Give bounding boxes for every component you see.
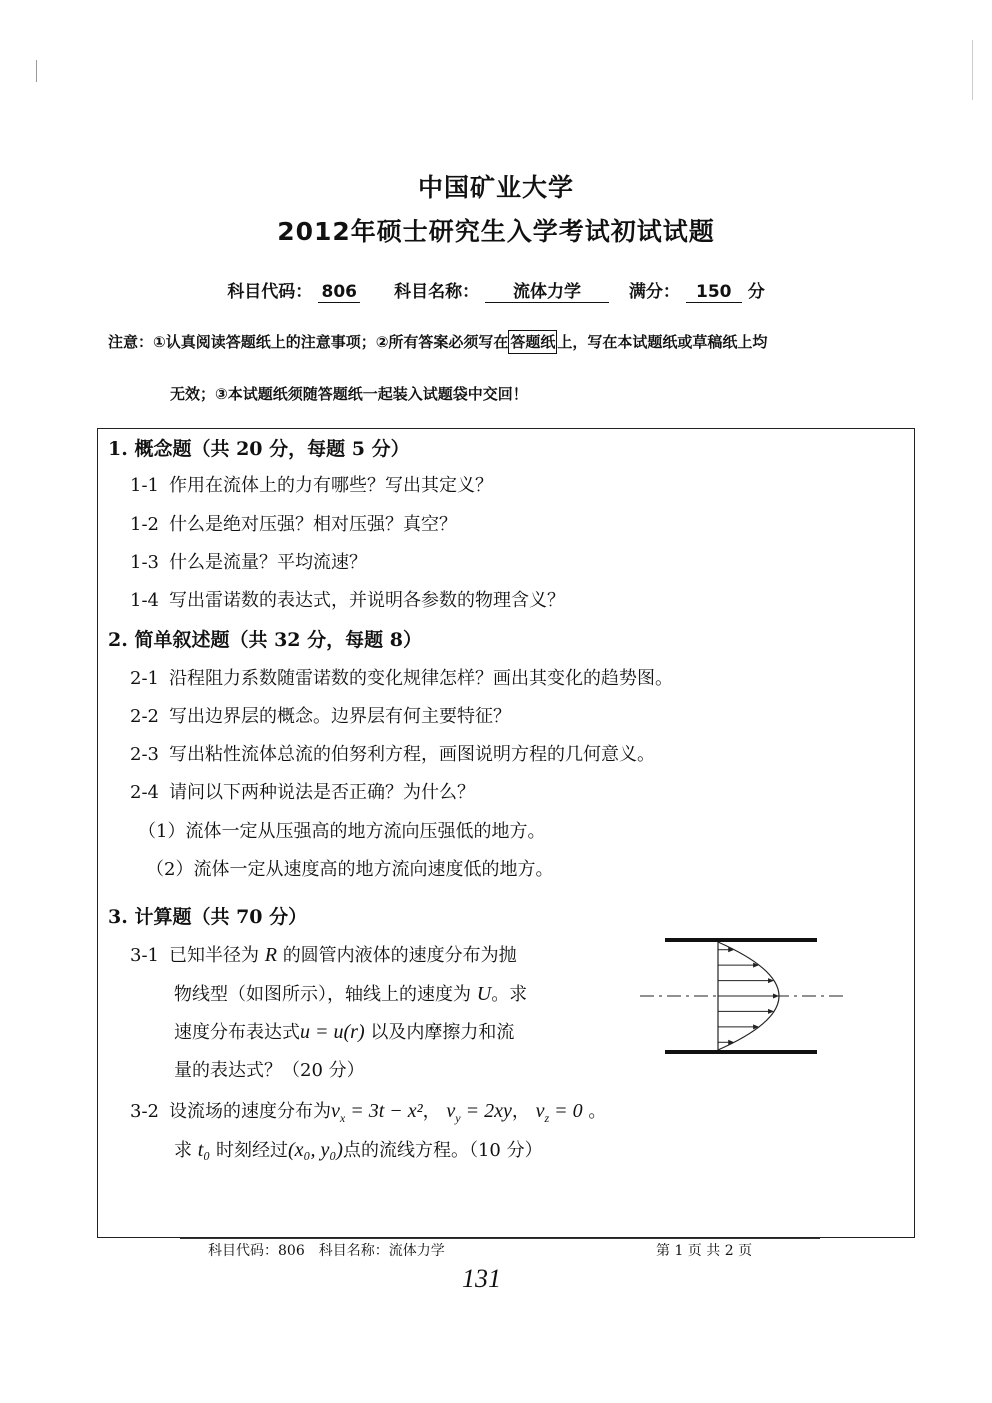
question-number: 2-4 (130, 782, 159, 803)
math-expression: $v_y = 2xy$ (446, 1100, 512, 1125)
question-number: 1-2 (130, 514, 159, 535)
exam-title: 2012年硕士研究生入学考试初试试题 (277, 217, 715, 246)
question-text: 沿程阻力系数随雷诺数的变化规律怎样？画出其变化的趋势图。 (169, 668, 673, 689)
notice-text: 注意：①认真阅读答题纸上的注意事项；②所有答案必须写在 (108, 333, 509, 351)
question-text: 。求 (491, 984, 528, 1005)
question-text: 求 (174, 1140, 192, 1161)
question-number: 2-2 (130, 706, 159, 727)
section-1-title: 1. 概念题（共 20 分，每题 5 分） (108, 438, 410, 460)
math-var: R (264, 944, 277, 966)
footer-page-info: 第 1 页 共 2 页 (656, 1243, 753, 1259)
notice-boxed-text: 答题纸 (508, 330, 557, 354)
question-text: 写出边界层的概念。边界层有何主要特征？ (169, 706, 511, 727)
question-number: 1-1 (130, 475, 159, 496)
math-var: t₀ (197, 1139, 211, 1161)
sub-question: （1）流体一定从压强高的地方流向压强低的地方。 (138, 821, 546, 842)
question-text: 的圆管内液体的速度分布为抛 (282, 945, 517, 966)
handwritten-page-number: 131 (462, 1264, 501, 1293)
question-text: 以及内摩擦力和流 (370, 1022, 515, 1043)
question-text: 写出粘性流体总流的伯努利方程，画图说明方程的几何意义。 (169, 744, 655, 765)
subject-code: 806 (318, 282, 360, 303)
notice-text: 上，写在本试题纸或草稿纸上均 (557, 333, 768, 351)
math-expression: u = u(r) (300, 1021, 365, 1043)
vy-value: 2xy (484, 1100, 512, 1122)
vz-value: 0 (572, 1100, 583, 1122)
question-item (130, 586, 565, 612)
math-var: U (476, 983, 492, 1005)
question-text: 时刻经过 (215, 1140, 288, 1161)
subject-meta (0, 277, 992, 303)
question-text: 速度分布表达式 (174, 1022, 300, 1043)
question-item (130, 664, 673, 690)
question-text: 点的流线方程。（10 分） (342, 1140, 543, 1161)
math-expression: (x₀, y₀) (287, 1139, 343, 1161)
math-expression: $v_x = 3t - x^2$ (331, 1100, 423, 1125)
question-item (130, 510, 457, 536)
question-text: 已知半径为 (169, 945, 259, 966)
question-number: 2-1 (130, 668, 159, 689)
question-number: 3-1 (130, 945, 159, 966)
footer-subject: 科目代码：806 科目名称：流体力学 (208, 1243, 445, 1259)
section-3-title: 3. 计算题（共 70 分） (108, 906, 308, 928)
question-item (130, 702, 511, 728)
full-score: 150 (686, 282, 742, 303)
pipe-wall-bottom (665, 1050, 817, 1054)
question-number: 1-3 (130, 552, 159, 573)
footer-rule (180, 1238, 820, 1239)
question-text: 作用在流体上的力有哪些？写出其定义？ (169, 475, 493, 496)
pipe-wall-top (665, 938, 817, 942)
sub-question: （2）流体一定从速度高的地方流向速度低的地方。 (146, 859, 554, 880)
question-number: 1-4 (130, 590, 159, 611)
score-unit: 分 (747, 282, 765, 302)
arrowhead (773, 994, 779, 999)
question-item (130, 740, 655, 766)
question-item (130, 941, 517, 967)
velocity-profile-figure (640, 925, 860, 1065)
question-line (174, 1018, 514, 1044)
scan-mark (36, 60, 37, 82)
notice-line-2: 无效；③本试题纸须随答题纸一起装入试题袋中交回！ (170, 385, 528, 403)
velocity-arrows (718, 947, 779, 1045)
question-item (130, 778, 475, 804)
subject-name: 流体力学 (485, 282, 609, 303)
notice-line-1 (108, 331, 767, 352)
question-item (130, 471, 493, 497)
question-line (174, 980, 527, 1006)
question-item (130, 548, 367, 574)
question-text: 物线型（如图所示），轴线上的速度为 (174, 984, 471, 1005)
subject-code-label: 科目代码： (227, 282, 313, 302)
full-score-label: 满分： (628, 282, 680, 302)
question-line (174, 1136, 543, 1162)
vx-value: 3t − x² (368, 1100, 423, 1122)
question-text: 什么是绝对压强？相对压强？真空？ (169, 514, 457, 535)
university-title: 中国矿业大学 (417, 173, 574, 202)
math-expression: $v_z = 0$ (535, 1100, 583, 1125)
question-text: 设流场的速度分布为 (169, 1101, 331, 1122)
question-number: 3-2 (130, 1101, 159, 1122)
question-item: 3-2 设流场的速度分布为$v_x = 3t - x^2$， $v_y = 2xy$， $v_z = 0$ 。 (130, 1100, 607, 1125)
subject-name-label: 科目名称： (394, 282, 480, 302)
question-text: 请问以下两种说法是否正确？为什么？ (169, 782, 475, 803)
scan-mark (972, 40, 973, 100)
question-number: 2-3 (130, 744, 159, 765)
section-2-title: 2. 简单叙述题（共 32 分，每题 8） (108, 629, 422, 651)
question-text: 什么是流量？平均流速？ (169, 552, 367, 573)
question-line: 量的表达式？（20 分） (174, 1060, 365, 1081)
question-text: 写出雷诺数的表达式，并说明各参数的物理含义？ (169, 590, 565, 611)
